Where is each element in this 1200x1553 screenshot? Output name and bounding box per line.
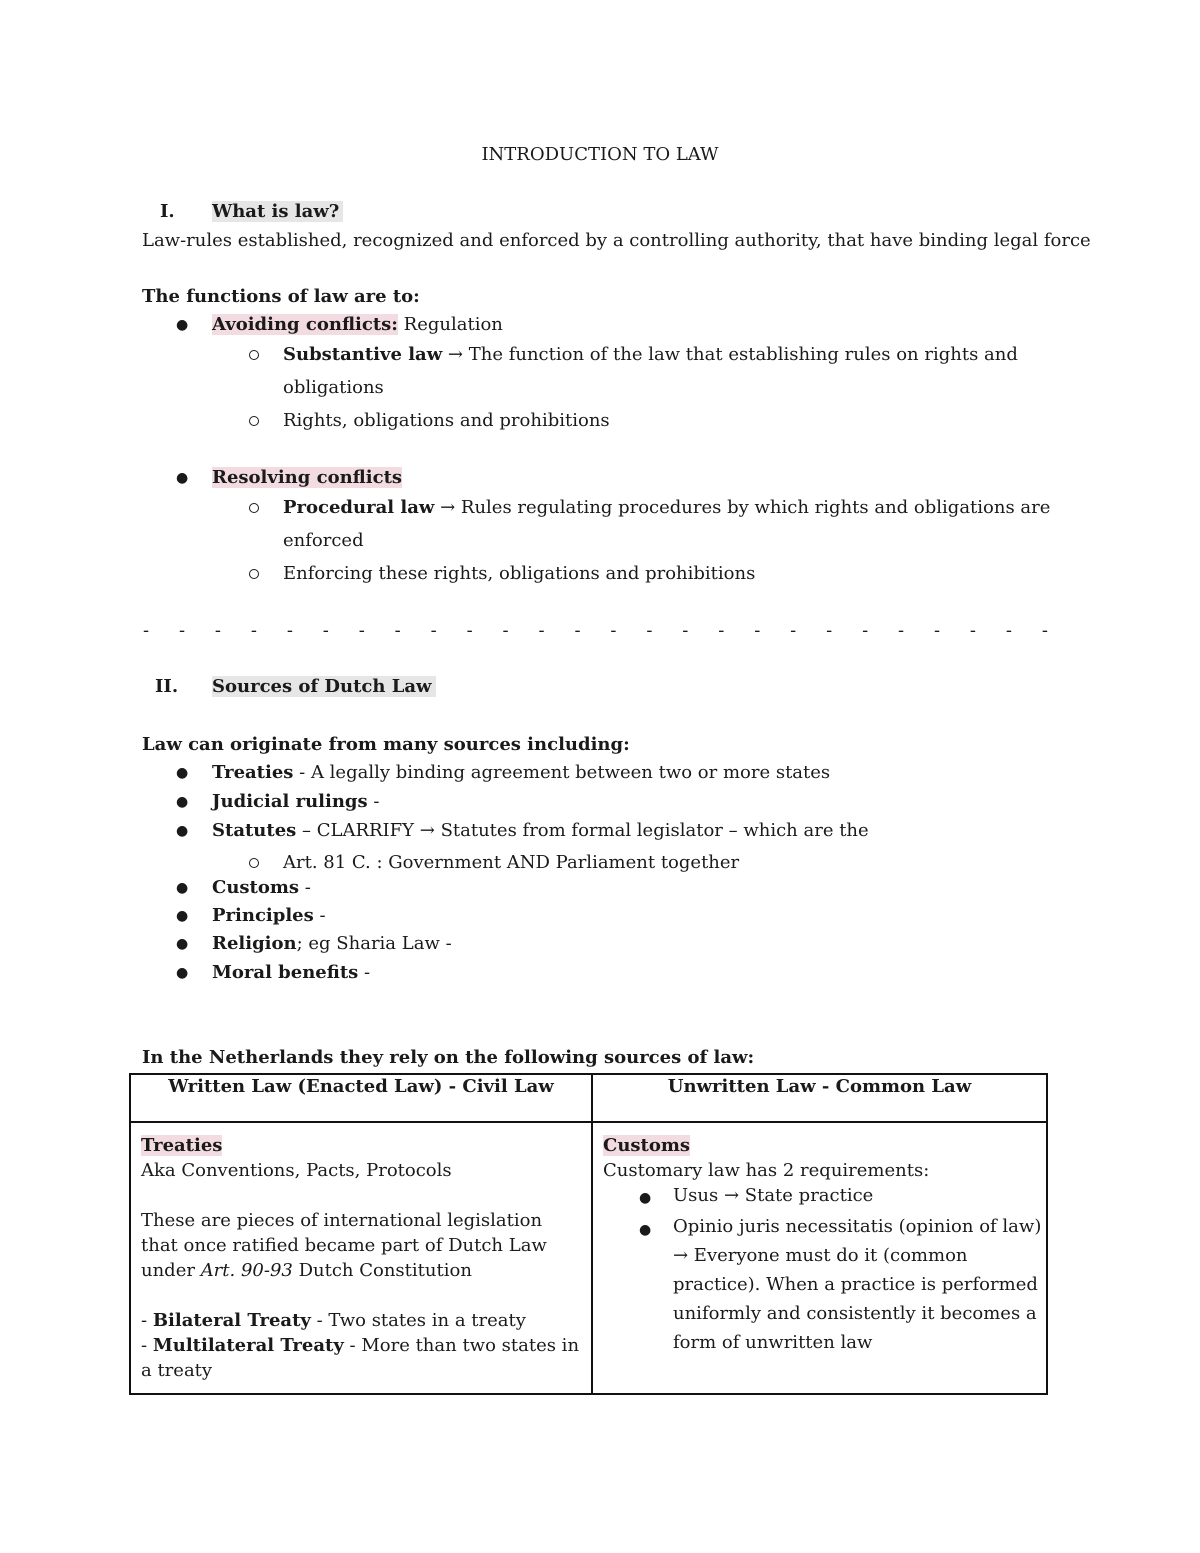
avoid-item (212, 314, 503, 335)
customs-intro: Customary law has 2 requirements: (603, 1160, 930, 1181)
bullet-icon: ● (176, 794, 189, 810)
multilateral-treaty: - Multilateral Treaty - More than two states in a treaty (141, 1335, 580, 1381)
bilateral-treaty: - Bilateral Treaty - Two states in a treaty (141, 1310, 526, 1331)
resolve-sub1-line1 (283, 497, 1050, 518)
customs-bullet-opinio: Opinio juris necessitatis (opinion of law) → Everyone must do it (common practice). When a practice is performed uniformly and consistently it becomes a form of unwritten law (673, 1216, 1042, 1353)
bullet-icon: ● (176, 908, 189, 924)
circle-bullet-icon (249, 416, 259, 426)
law-definition: Law-rules established, recognized and enforced by a controlling authority, that have binding legal force (142, 230, 1091, 251)
section-1-numeral: I. (160, 201, 175, 222)
substantive-law-label: Substantive law (283, 344, 443, 365)
treaties-aka: Aka Conventions, Pacts, Protocols (141, 1160, 452, 1181)
table-cell-written (130, 1122, 592, 1394)
substantive-law-text: → The function of the law that establishing rules on rights and (442, 344, 1018, 365)
procedural-law-label: Procedural law (283, 497, 435, 518)
source-item: Principles - (212, 905, 326, 926)
source-item: Moral benefits - (212, 962, 371, 983)
circle-bullet-icon (249, 858, 259, 868)
bullet-icon: ● (176, 880, 189, 896)
avoid-sub1-line2: obligations (283, 377, 384, 398)
table-header-unwritten: Unwritten Law - Common Law (592, 1074, 1047, 1122)
avoid-sub2: Rights, obligations and prohibitions (283, 410, 610, 431)
resolve-sub2: Enforcing these rights, obligations and prohibitions (283, 563, 756, 584)
statutes-sub-item: Art. 81 C. : Government AND Parliament together (283, 852, 740, 873)
resolve-label: Resolving conflicts (212, 467, 403, 488)
resolve-sub1-line2: enforced (283, 530, 364, 551)
section-2-numeral: II. (155, 676, 179, 697)
avoid-label: Avoiding conflicts: (212, 314, 398, 335)
circle-bullet-icon (249, 350, 259, 360)
avoid-sub1-line1 (283, 344, 1018, 365)
procedural-law-text: → Rules regulating procedures by which rights and obligations are (434, 497, 1051, 518)
source-item: Statutes – CLARRIFY → Statutes from formal legislator – which are the (212, 820, 869, 841)
table-header-written: Written Law (Enacted Law) - Civil Law (130, 1074, 592, 1122)
treaties-paragraph: These are pieces of international legislation that once ratified became part of Dutch Law under Art. 90-93 Dutch Constitution (141, 1210, 547, 1281)
source-item: Treaties - A legally binding agreement between two or more states (212, 762, 831, 783)
bullet-icon: ● (176, 823, 189, 839)
table-cell-unwritten (592, 1122, 1047, 1394)
section-1-heading: What is law? (212, 201, 343, 222)
page-title: INTRODUCTION TO LAW (481, 144, 719, 165)
circle-bullet-icon (249, 569, 259, 579)
netherlands-heading: In the Netherlands they rely on the following sources of law: (142, 1047, 755, 1068)
bullet-icon: ● (176, 470, 189, 486)
source-item: Religion; eg Sharia Law - (212, 933, 452, 954)
circle-bullet-icon (249, 503, 259, 513)
functions-heading: The functions of law are to: (142, 286, 420, 307)
avoid-text: Regulation (397, 314, 503, 335)
bullet-icon: ● (176, 317, 189, 333)
bullet-icon: ● (639, 1190, 652, 1206)
section-2-heading: Sources of Dutch Law (212, 676, 436, 697)
bullet-icon: ● (176, 936, 189, 952)
dashed-divider: - - - - - - - - - - - - - - - - - - - - - - - - - - (143, 620, 1048, 641)
treaties-label: Treaties (141, 1135, 223, 1156)
bullet-icon: ● (176, 965, 189, 981)
bullet-icon: ● (639, 1222, 652, 1238)
source-item: Customs - (212, 877, 311, 898)
customs-label: Customs (603, 1135, 691, 1156)
bullet-icon: ● (176, 765, 189, 781)
customs-bullet-usus: Usus → State practice (673, 1185, 874, 1206)
source-item: Judicial rulings - (212, 791, 380, 812)
sources-table (129, 1073, 1048, 1395)
sources-heading: Law can originate from many sources including: (142, 734, 630, 755)
